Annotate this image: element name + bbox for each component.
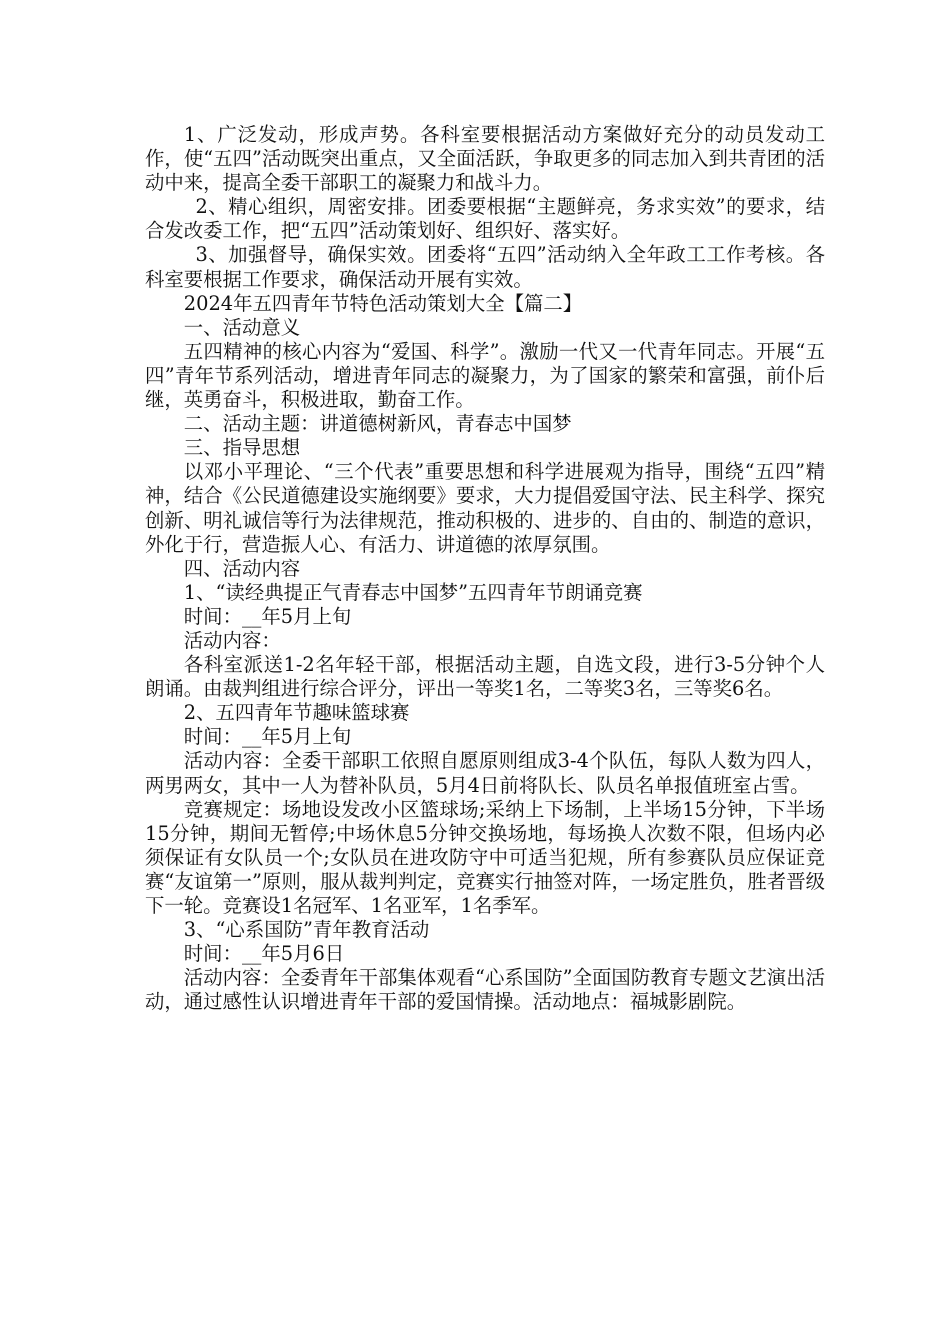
heading-activity-theme: 二、活动主题：讲道德树新风，青春志中国梦 bbox=[183, 412, 572, 436]
recitation-time: 时间：__年5月上旬 bbox=[183, 604, 352, 628]
recitation-content-label: 活动内容： bbox=[183, 628, 281, 652]
paragraph-organization: 2、精心组织，周密安排。团委要根据“主题鲜亮，务求实效”的要求，结合发改委工作，把“五四”活动策划好、组织好、落实好。 bbox=[145, 195, 825, 243]
basketball-content: 活动内容：全委干部职工依照自愿原则组成3-4个队伍，每队人数为四人，两男两女，其中一人为替补队员，5月4日前将队长、队员名单报值班室占雪。 bbox=[145, 749, 825, 797]
paragraph-publicity: 1、广泛发动，形成声势。各科室要根据活动方案做好充分的动员发动工作，使“五四”活动既突出重点，又全面活跃，争取更多的同志加入到共青团的活动中来，提高全委干部职工的凝聚力和战斗力。 bbox=[145, 123, 825, 195]
paragraph-guiding-thought: 以邓小平理论、“三个代表”重要思想和科学进展观为指导，围绕“五四”精神，结合《公民道德建设实施纲要》要求，大力提倡爱国守法、民主科学、探究创新、明礼诚信等行为法律规范，推动积极的、进步的、自由的、制造的意识，外化于行，营造振人心、有活力、讲道德的浓厚氛围。 bbox=[145, 460, 825, 556]
item-basketball-game: 2、五四青年节趣味篮球赛 bbox=[183, 701, 410, 725]
section-title-part-two: 2024年五四青年节特色活动策划大全【篇二】 bbox=[183, 291, 583, 315]
national-defense-content: 活动内容：全委青年干部集体观看“心系国防”全面国防教育专题文艺演出活动，通过感性认识增进青年干部的爱国情操。活动地点：福城影剧院。 bbox=[145, 966, 825, 1014]
paragraph-significance: 五四精神的核心内容为“爱国、科学”。激励一代又一代青年同志。开展“五四”青年节系列活动，增进青年同志的凝聚力，为了国家的繁荣和富强，前仆后继，英勇奋斗，积极进取，勤奋工作。 bbox=[145, 339, 825, 412]
item-national-defense: 3、“心系国防”青年教育活动 bbox=[183, 918, 430, 942]
national-defense-time: 时间：__年5月6日 bbox=[183, 942, 345, 966]
recitation-details: 各科室派送1-2名年轻干部，根据活动主题，自选文段，进行3-5分钟个人朗诵。由裁判组进行综合评分，评出一等奖1名，二等奖3名，三等奖6名。 bbox=[145, 653, 825, 701]
paragraph-supervision: 3、加强督导，确保实效。团委将“五四”活动纳入全年政工工作考核。各科室要根据工作要求，确保活动开展有实效。 bbox=[145, 243, 825, 291]
document-body bbox=[145, 123, 825, 1014]
basketball-time: 时间：__年5月上旬 bbox=[183, 725, 352, 749]
item-recitation-contest: 1、“读经典提正气青春志中国梦”五四青年节朗诵竞赛 bbox=[183, 580, 643, 604]
heading-activity-significance: 一、活动意义 bbox=[183, 315, 301, 339]
heading-guiding-thought: 三、指导思想 bbox=[183, 436, 301, 460]
basketball-rules: 竞赛规定：场地设发改小区篮球场;采纳上下场制，上半场15分钟，下半场15分钟，期间无暂停;中场休息5分钟交换场地，每场换人次数不限，但场内必须保证有女队员一个;女队员在进攻防守中可适当犯规，所有参赛队员应保证竞赛“友谊第一”原则，服从裁判判定，竞赛实行抽签对阵，一场定胜负，胜者晋级下一轮。竞赛设1名冠军、1名亚军，1名季军。 bbox=[145, 797, 825, 917]
heading-activity-content: 四、活动内容 bbox=[183, 556, 301, 580]
